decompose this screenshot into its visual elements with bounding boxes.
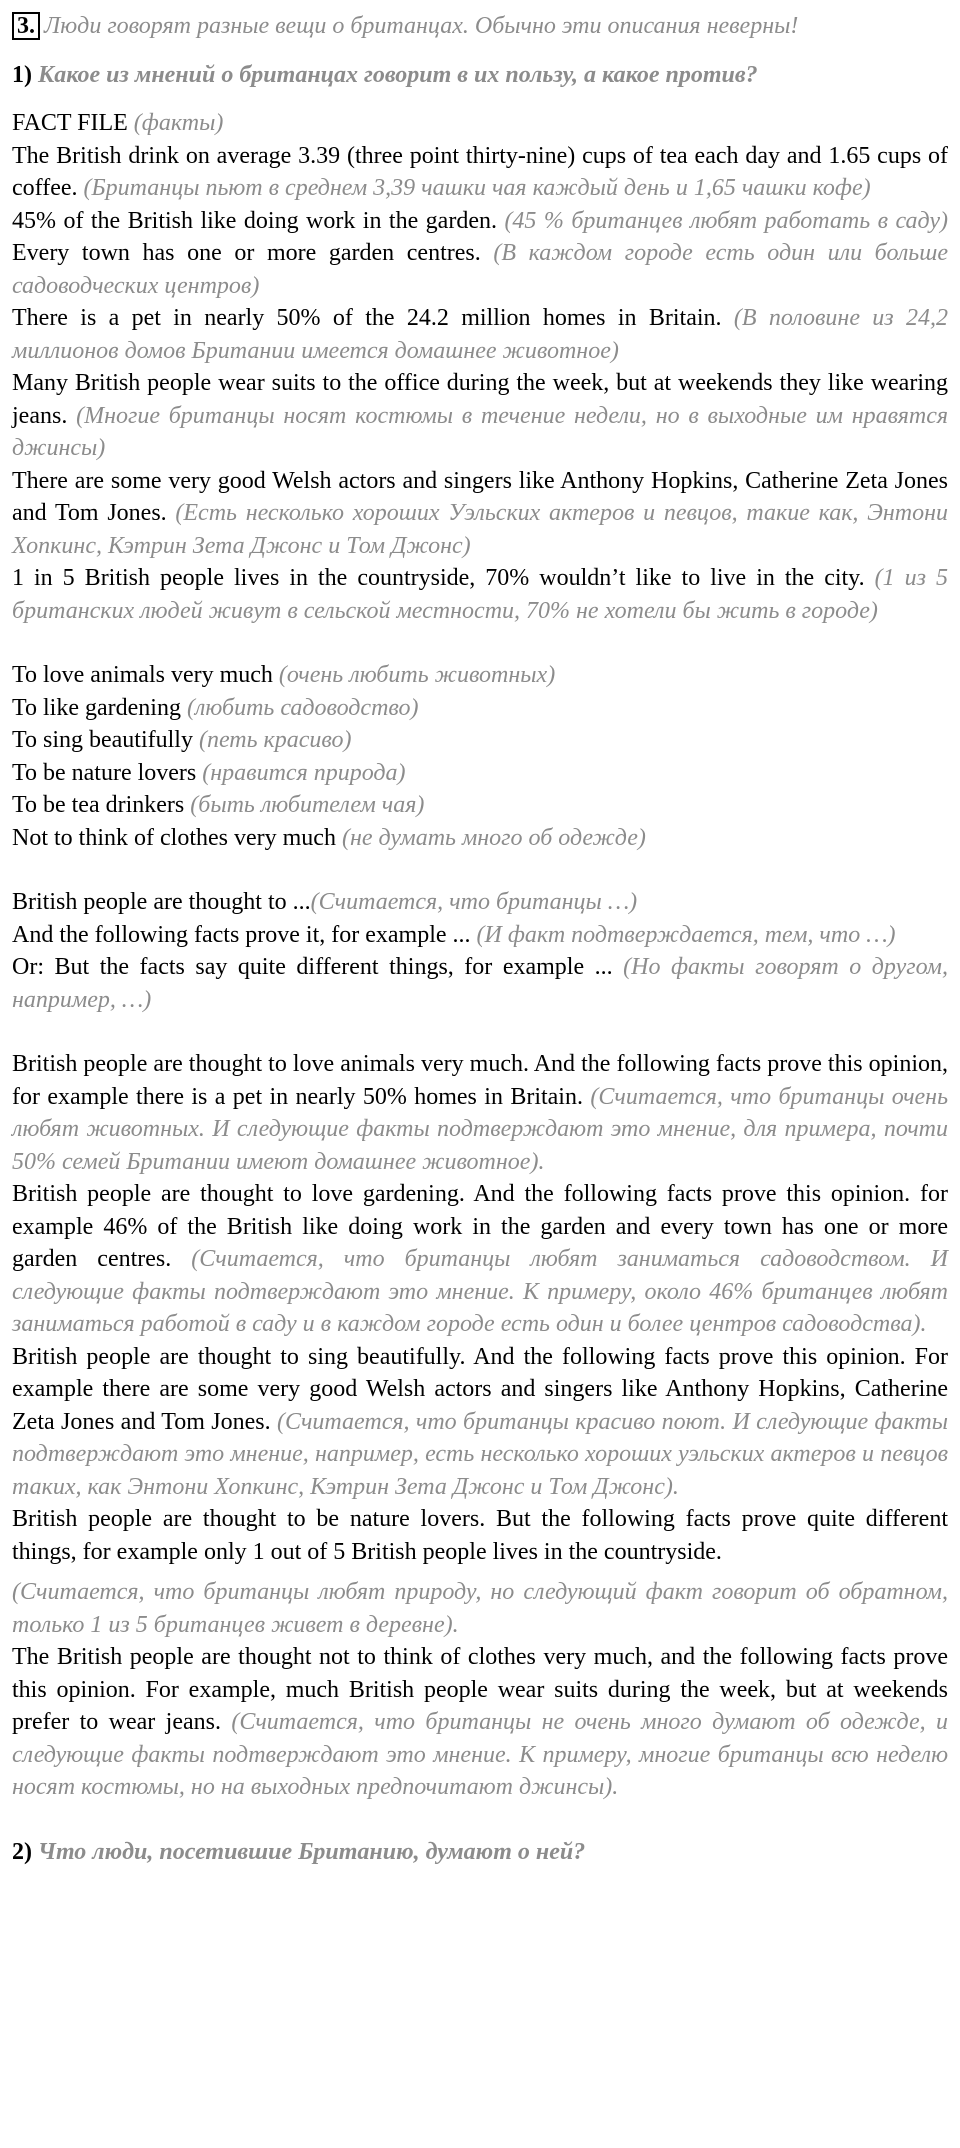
answer-item-ru — [12, 1576, 948, 1641]
template-item — [12, 886, 948, 919]
answer-item — [12, 1641, 948, 1804]
template-ru: (И факт подтверждается, тем, что …) — [476, 921, 896, 948]
answer-en: The British people are thought not to think of clothes very much, and the following facts prove this opinion. For example, much British people wear suits during the week, but at weekends prefer to wear jeans. — [12, 1644, 948, 1735]
phrase-item — [12, 757, 948, 790]
phrase-ru: (очень любить животных) — [278, 662, 556, 688]
fact-ru: (В каждом городе есть один или больше садоводческих центров) — [12, 240, 948, 299]
phrase-item — [12, 659, 948, 692]
answer-ru: (Считается, что британцы красиво поют. И следующие факты подтверждают это мнение, например, есть несколько хороших уэльских актеров и певцов таких, как Энтони Хопкинс, Кэтрин Зета Джонс и Том Джонс). — [12, 1408, 948, 1500]
phrase-en: To like gardening — [12, 694, 181, 721]
fact-en: There are some very good Welsh actors and singers like Anthony Hopkins, Catherine Zeta Jones and Tom Jones. — [12, 467, 948, 526]
fact-ru: (Многие британцы носят костюмы в течение недели, но в выходные им нравятся джинсы) — [12, 402, 949, 461]
fact-item — [12, 302, 948, 367]
fact-en: 45% of the British like doing work in the garden. — [12, 207, 497, 234]
fact-item — [12, 465, 948, 563]
fact-ru: (Есть несколько хороших Уэльских актеров и певцов, такие как, Энтони Хопкинс, Кэтрин Зета Джонс и Том Джонс) — [12, 500, 949, 559]
task-intro-ru: Люди говорят разные вещи о британцах. Обычно эти описания неверны! — [44, 13, 799, 39]
phrase-item — [12, 789, 948, 822]
fact-file-label: FACT FILE — [12, 110, 128, 136]
fact-item — [12, 205, 948, 303]
fact-item — [12, 140, 948, 205]
phrase-en: To be nature lovers — [12, 759, 197, 786]
answer-ru: (Считается, что британцы любят заниматься садоводством. И следующие факты подтверждают это мнение. К примеру, около 46% британцев любят заниматься работой в саду и в каждом городе есть один и более центров садоводства). — [12, 1246, 948, 1337]
answer-item — [12, 1178, 948, 1341]
fact-file-title — [12, 107, 948, 140]
answer-item — [12, 1503, 948, 1568]
answer-ru: (Считается, что британцы очень любят животных. И следующие факты подтверждают это мнение, для примера, почти 50% семей Британии имеют домашнее животное). — [12, 1083, 949, 1175]
fact-en: There is a pet in nearly 50% of the 24.2 million homes in Britain. — [12, 305, 722, 331]
phrase-ru: (любить садоводство) — [186, 694, 419, 721]
question-1-number: 1) — [12, 61, 32, 88]
question-2-number: 2) — [12, 1838, 32, 1865]
template-item — [12, 951, 948, 1016]
question-2-text: Что люди, посетившие Британию, думают о ней? — [38, 1838, 586, 1865]
fact-en: 1 in 5 British people lives in the countryside, 70% wouldn’t like to live in the city. — [12, 565, 865, 591]
task-number: 3. — [12, 12, 40, 40]
fact-en: Every town has one or more garden centres. — [12, 240, 481, 266]
answer-en: British people are thought to be nature lovers. But the following facts prove quite different things, for example only 1 out of 5 British people lives in the countryside. — [12, 1506, 948, 1565]
fact-ru: (Британцы пьют в среднем 3,39 чашки чая каждый день и 1,65 чашки кофе) — [83, 175, 871, 201]
fact-ru: (В половине из 24,2 миллионов домов Британии имеется домашнее животное) — [12, 305, 949, 364]
phrase-item — [12, 692, 948, 725]
phrase-en: Not to think of clothes very much — [12, 824, 336, 851]
template-en: British people are thought to ... — [12, 889, 311, 915]
answer-item — [12, 1048, 948, 1178]
question-1-text: Какое из мнений о британцах говорит в их пользу, а какое против? — [38, 61, 758, 88]
question-2 — [12, 1836, 948, 1869]
answer-ru: (Считается, что британцы не очень много думают об одежде, и следующие факты подтверждают это мнение. К примеру, многие британцы всю неделю носят костюмы, но на выходных предпочитают джинсы). — [12, 1709, 948, 1800]
answer-en: British people are thought to love animals very much. And the following facts prove this opinion, for example there is a pet in nearly 50% homes in Britain. — [12, 1051, 948, 1110]
answer-en: British people are thought to sing beautifully. And the following facts prove this opinion. For example there are some very good Welsh actors and singers like Anthony Hopkins, Catherine Zeta Jones and Tom Jones. — [12, 1343, 948, 1435]
task-intro — [12, 10, 948, 43]
fact-file-label-ru: (факты) — [133, 110, 224, 136]
template-en: And the following facts prove it, for example ... — [12, 921, 471, 948]
phrase-ru: (нравится природа) — [202, 759, 406, 786]
phrase-en: To sing beautifully — [12, 727, 193, 753]
template-item — [12, 919, 948, 952]
question-1 — [12, 59, 948, 92]
fact-ru: (45 % британцев любят работать в саду) — [504, 207, 948, 234]
phrase-ru: (быть любителем чая) — [190, 792, 425, 818]
answer-ru: (Считается, что британцы любят природу, но следующий факт говорит об обратном, только 1 из 5 британцев живет в деревне). — [12, 1579, 948, 1638]
fact-en: The British drink on average 3.39 (three point thirty-nine) cups of tea each day and 1.65 cups of coffee. — [12, 142, 948, 201]
fact-en: Many British people wear suits to the office during the week, but at weekends they like wearing jeans. — [12, 370, 948, 429]
phrase-en: To love animals very much — [12, 662, 273, 688]
template-ru: (Но факты говорят о другом, например, …) — [12, 954, 948, 1013]
phrase-ru: (не думать много об одежде) — [341, 824, 646, 851]
phrase-ru: (петь красиво) — [198, 727, 352, 753]
template-en: Or: But the facts say quite different things, for example ... — [12, 954, 613, 980]
fact-item — [12, 562, 948, 627]
fact-item — [12, 367, 948, 465]
phrase-item — [12, 724, 948, 757]
phrase-en: To be tea drinkers — [12, 792, 185, 818]
phrase-item — [12, 822, 948, 855]
answer-en: British people are thought to love gardening. And the following facts prove this opinion. for example 46% of the British like doing work in the garden and every town has one or more garden centres. — [12, 1181, 948, 1272]
fact-ru: (1 из 5 британских людей живут в сельской местности, 70% не хотели бы жить в городе) — [12, 565, 949, 624]
answer-item — [12, 1341, 948, 1504]
template-ru: (Считается, что британцы …) — [310, 889, 638, 915]
